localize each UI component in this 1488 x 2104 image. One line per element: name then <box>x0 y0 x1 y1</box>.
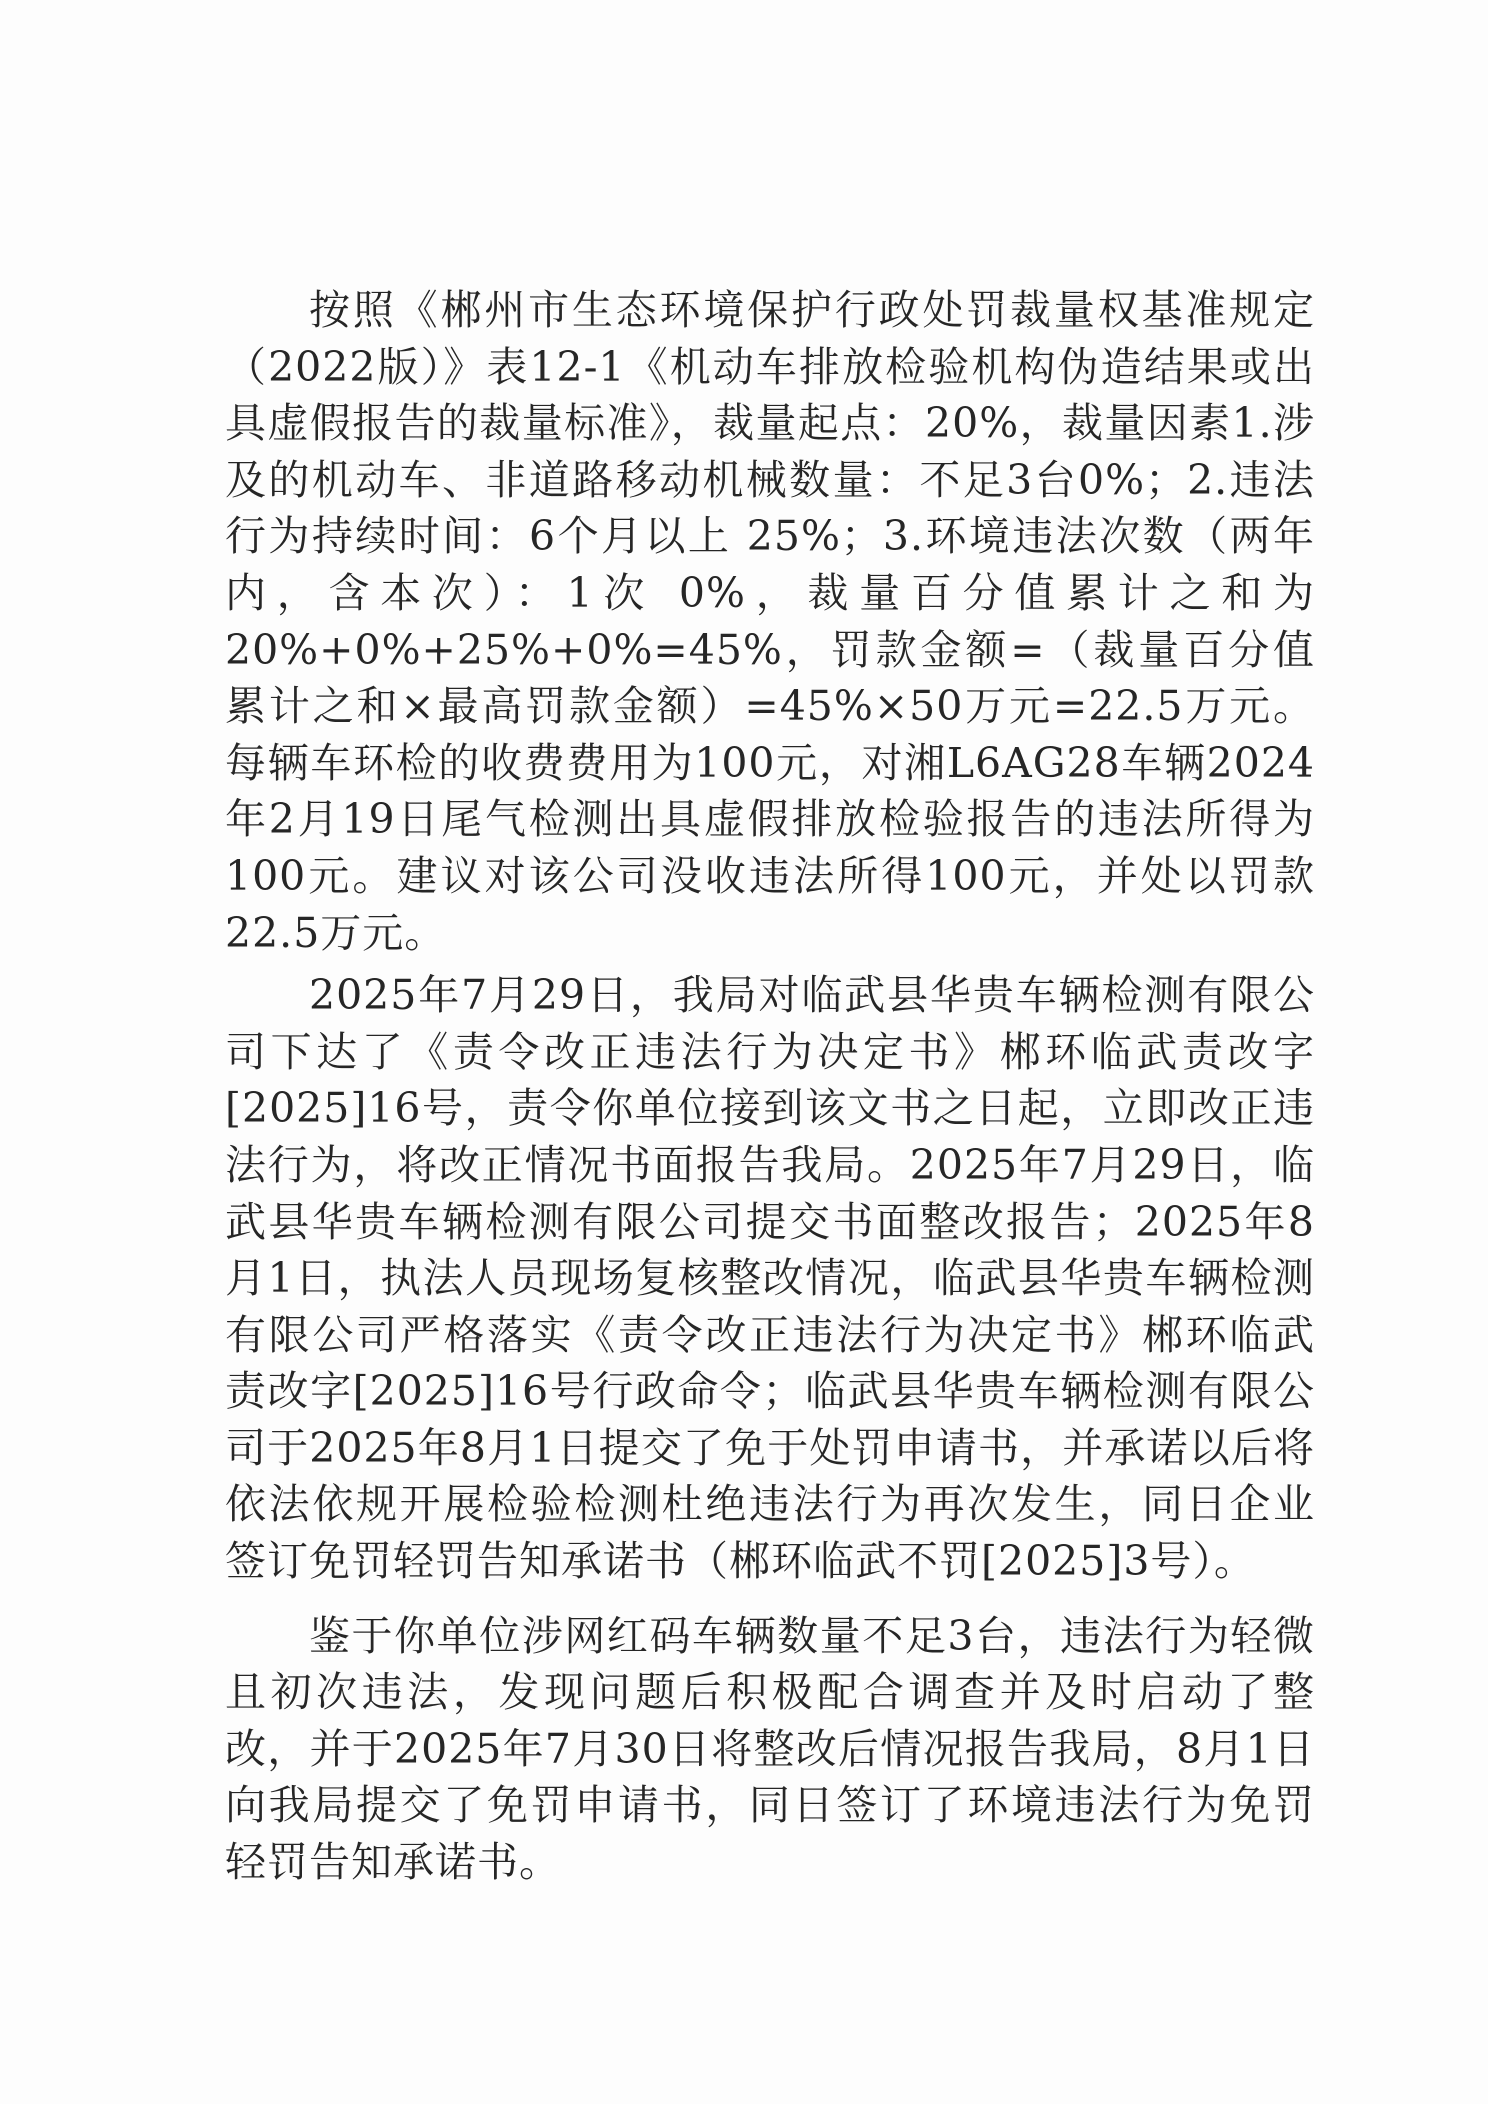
paragraph-penalty-calculation: 按照《郴州市生态环境保护行政处罚裁量权基准规定（2022版）》表12-1《机动车排放检验机构伪造结果或出具虚假报告的裁量标准》，裁量起点：20%，裁量因素1.涉及的机动车、非道路移动机械数量：不足3台0%；2.违法行为持续时间：6个月以上 25%；3.环境违法次数（两年内，含本次）：1次 0%，裁量百分值累计之和为20%+0%+25%+0%=45%，罚款金额=（裁量百分值累计之和×最高罚款金额）=45%×50万元=22.5万元。每辆车环检的收费费用为100元，对湘L6AG28车辆2024年2月19日尾气检测出具虚假排放检验报告的违法所得为100元。建议对该公司没收违法所得100元，并处以罚款22.5万元。 <box>225 286 1315 957</box>
paragraph-exemption-reason: 鉴于你单位涉网红码车辆数量不足3台，违法行为轻微且初次违法，发现问题后积极配合调查并及时启动了整改，并于2025年7月30日将整改后情况报告我局，8月1日向我局提交了免罚申请书，同日签订了环境违法行为免罚轻罚告知承诺书。 <box>225 1611 1315 1887</box>
document-body <box>225 282 1315 1891</box>
paragraph-rectification-order: 2025年7月29日，我局对临武县华贵车辆检测有限公司下达了《责令改正违法行为决定书》郴环临武责改字[2025]16号，责令你单位接到该文书之日起，立即改正违法行为，将改正情况书面报告我局。2025年7月29日，临武县华贵车辆检测有限公司提交书面整改报告；2025年8月1日，执法人员现场复核整改情况，临武县华贵车辆检测有限公司严格落实《责令改正违法行为决定书》郴环临武责改字[2025]16号行政命令；临武县华贵车辆检测有限公司于2025年8月1日提交了免于处罚申请书，并承诺以后将依法依规开展检验检测杜绝违法行为再次发生，同日企业签订免罚轻罚告知承诺书（郴环临武不罚[2025]3号）。 <box>225 971 1315 1586</box>
